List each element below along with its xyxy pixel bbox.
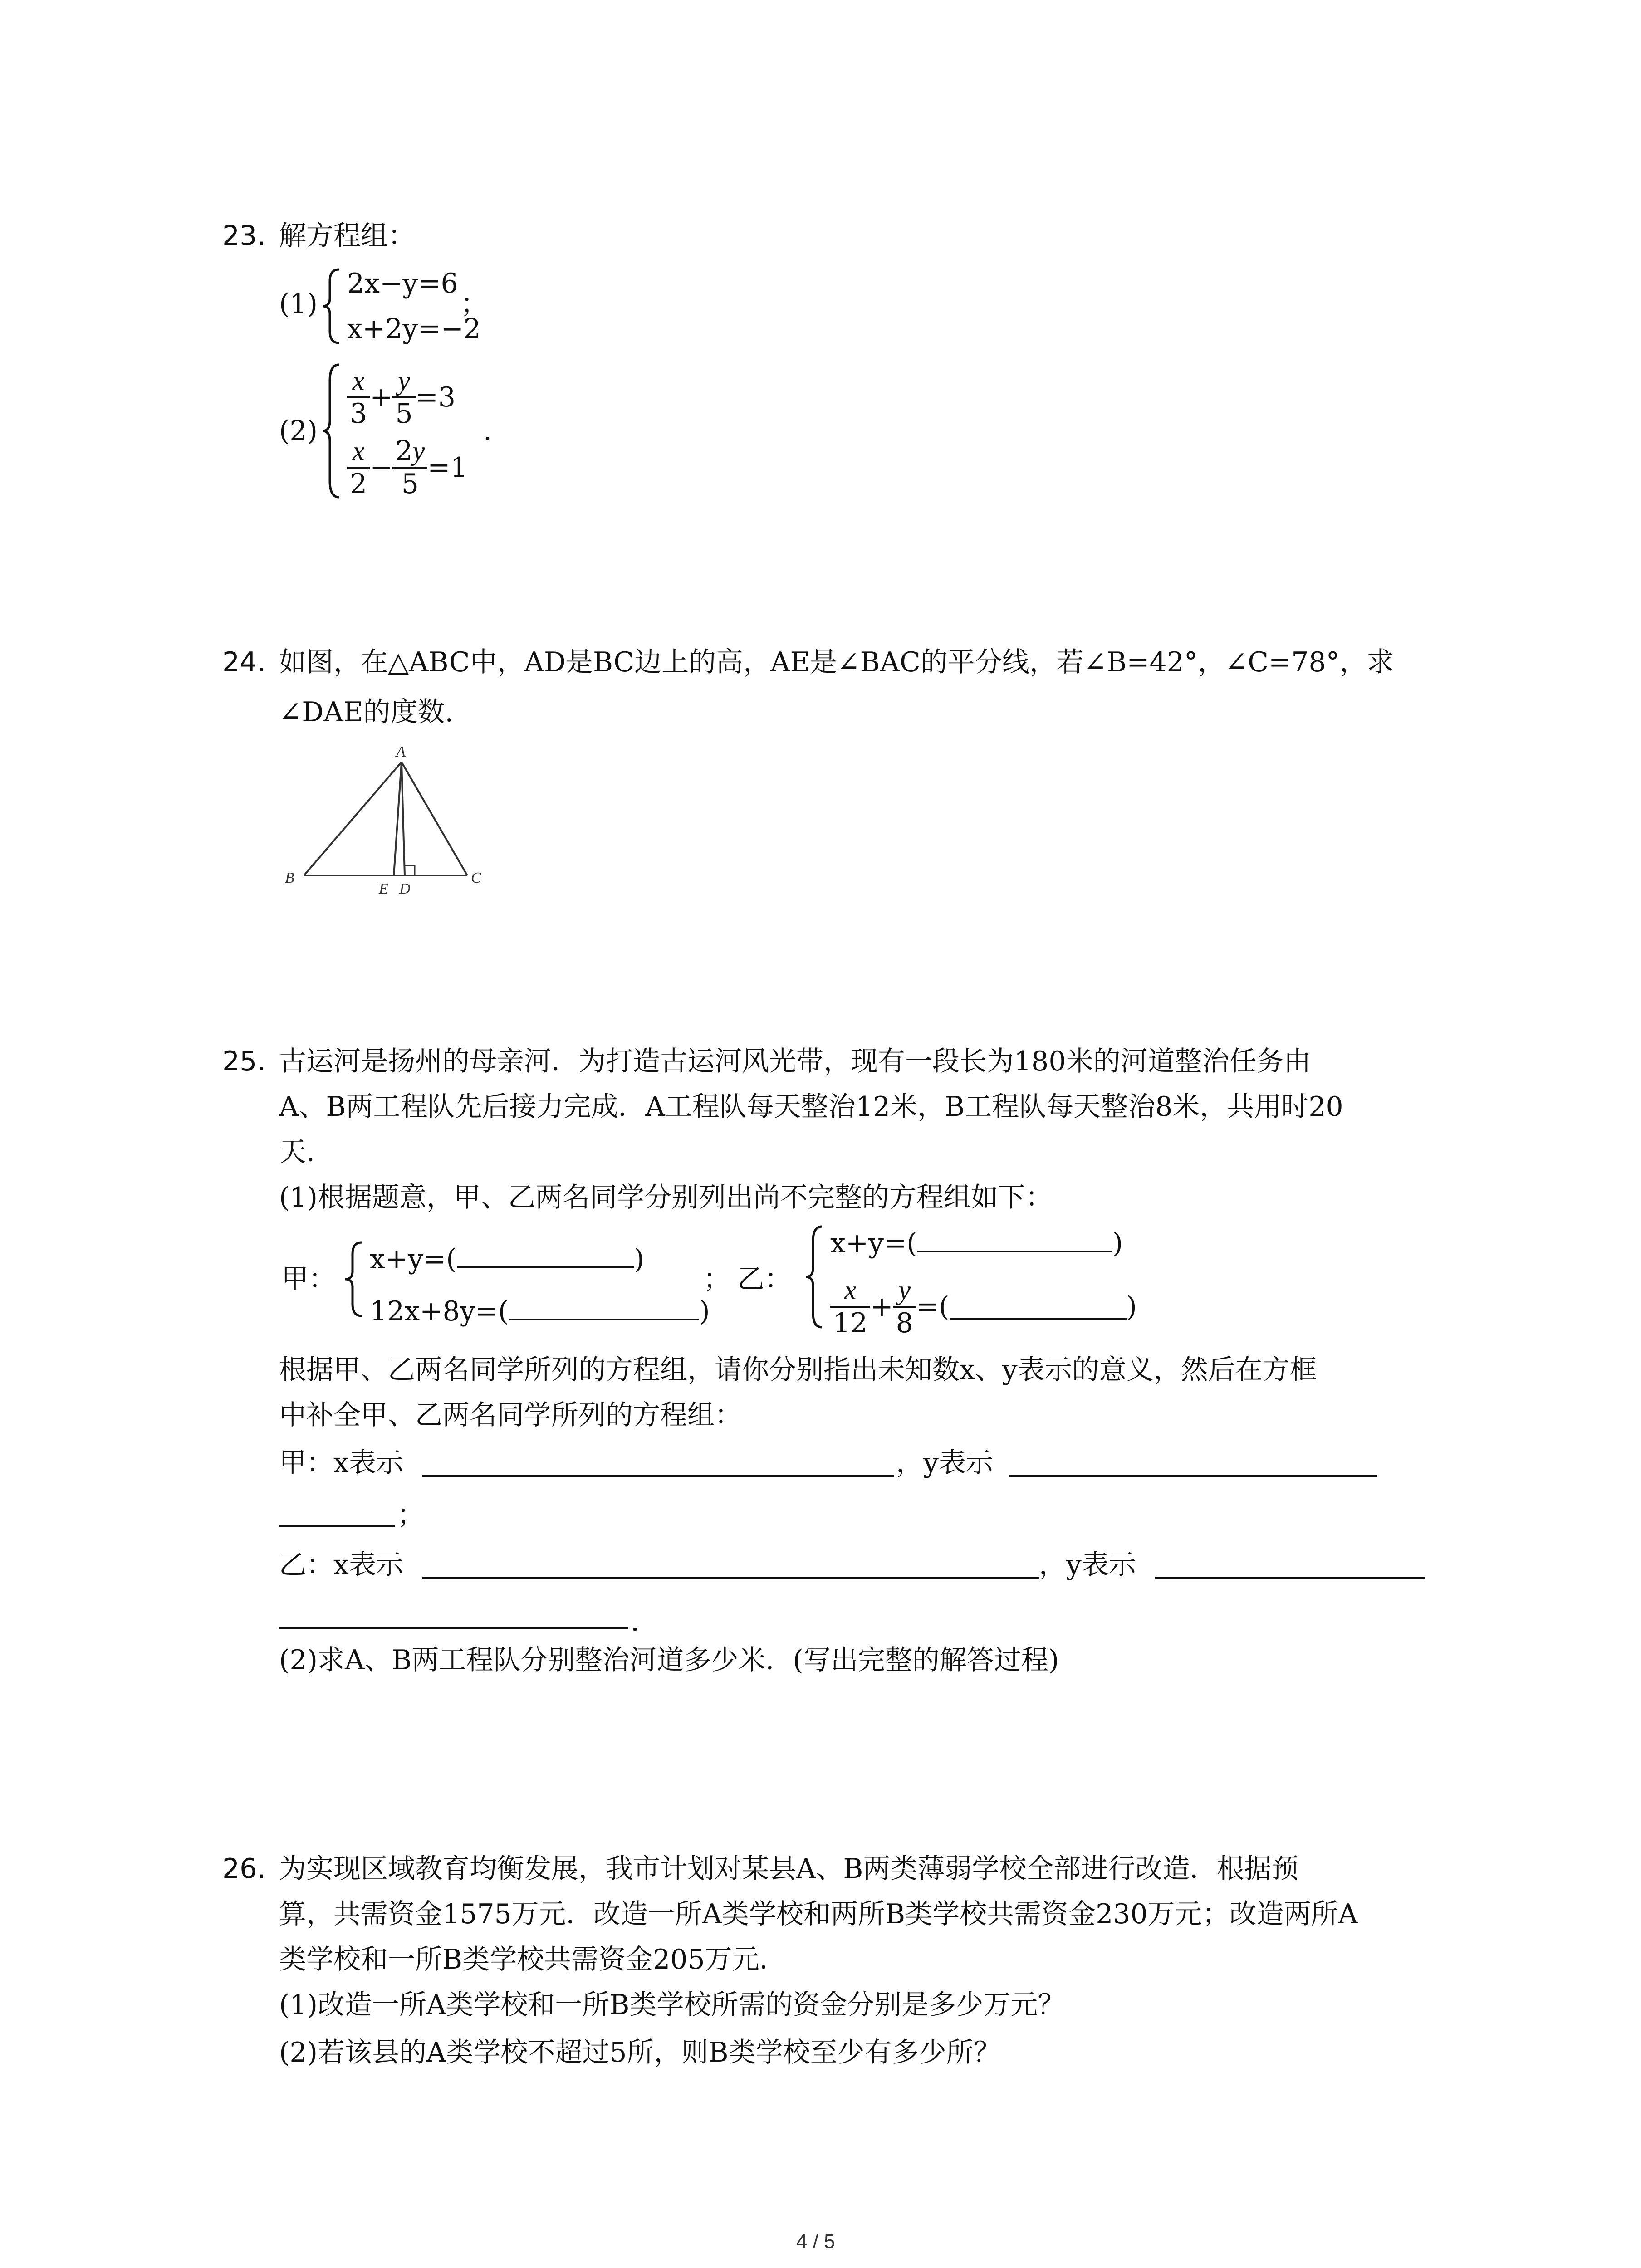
label-d: D: [399, 880, 411, 894]
yi-eq2-blank[interactable]: [950, 1294, 1127, 1320]
frac-y-over-8: $\frac{y}{8}$: [893, 1275, 916, 1339]
jia-y-blank-part1[interactable]: [1009, 1475, 1377, 1477]
q25-jia-eq2: [370, 1295, 710, 1325]
yi-eq2-close: ): [1126, 1291, 1137, 1323]
q23-stem: 解方程组：: [279, 220, 415, 252]
yi-y-blank-part2[interactable]: [279, 1627, 628, 1629]
q23-p2-eq1: $\frac{x}{3}$ + $\frac{y}{5}$ =3: [347, 365, 456, 430]
label-c: C: [471, 870, 481, 886]
q23-number: 23.: [222, 220, 266, 252]
q25-yi-x: 乙：x表示: [279, 1549, 403, 1581]
q25-yi-label: 乙：: [737, 1263, 792, 1295]
side-ac: [402, 762, 467, 875]
yi-eq1-close: ): [1112, 1227, 1123, 1259]
segment-ae: [394, 762, 402, 875]
jia-eq1-close: ): [633, 1243, 645, 1275]
q25-semicolon: ；: [397, 1499, 424, 1531]
q25-jia-eq1: [370, 1243, 644, 1273]
jia-eq1-text: x+y=(: [370, 1243, 457, 1275]
jia-eq1-blank[interactable]: [457, 1243, 634, 1268]
q25-sub2: (2)求A、B两工程队分别整治河道多少米．(写出完整的解答过程): [279, 1644, 1059, 1676]
q23-p2-end: .: [483, 415, 492, 447]
q25-instr2: 中补全甲、乙两名同学所列的方程组：: [279, 1399, 742, 1431]
jia-y-blank-part2[interactable]: [279, 1525, 395, 1527]
q25-line1: 古运河是扬州的母亲河．为打造古运河风光带，现有一段长为180米的河道整治任务由: [279, 1046, 1311, 1077]
q23-p1-eq2: x+2y=−2: [347, 313, 481, 345]
q25-jia-label: 甲：: [281, 1263, 336, 1295]
yi-y-blank-part1[interactable]: [1155, 1577, 1425, 1579]
q25-jia-y: ，y表示: [896, 1447, 993, 1479]
q26-sub2: (2)若该县的A类学校不超过5所，则B类学校至少有多少所？: [279, 2037, 1001, 2068]
q23-p1-eq1: 2x−y=6: [347, 268, 458, 299]
frac-x-over-2: $\frac{x}{2}$: [347, 435, 370, 500]
q26-line3: 类学校和一所B类学校共需资金205万元．: [279, 1944, 787, 1975]
q23-p2-eq1-tail: =3: [415, 381, 456, 413]
q25-line2: A、B两工程队先后接力完成．A工程队每天整治12米，B工程队每天整治8米，共用时20: [279, 1091, 1343, 1123]
frac-x-over-12: $\frac{x}{12}$: [830, 1275, 870, 1339]
q23-p2-eq2: $\frac{x}{2}$ − $\frac{2y}{5}$ =1: [347, 435, 468, 500]
q25-yi-brace: [803, 1225, 826, 1329]
frac-2y-over-5: $\frac{2y}{5}$: [392, 435, 427, 500]
label-e: E: [379, 880, 388, 894]
jia-x-blank[interactable]: [422, 1475, 894, 1477]
frac-x-over-3: $\frac{x}{3}$: [347, 365, 370, 430]
q26-line1: 为实现区域教育均衡发展，我市计划对某县A、B两类薄弱学校全部进行改造．根据预: [279, 1853, 1299, 1885]
q25-line3: 天．: [279, 1136, 333, 1168]
right-angle-mark: [405, 865, 415, 875]
q25-jia-x: 甲：x表示: [279, 1447, 403, 1479]
q24-number: 24.: [222, 646, 266, 678]
q23-p1-brace: [320, 268, 343, 345]
q26-number: 26.: [222, 1853, 266, 1885]
jia-eq2-close: ): [699, 1295, 710, 1327]
q23-p1-end: ；: [460, 288, 488, 320]
q25-yi-y: ，y表示: [1039, 1549, 1136, 1581]
q25-number: 25.: [222, 1046, 266, 1077]
q23-p2-eq2-tail: =1: [427, 452, 468, 484]
q26-line2: 算，共需资金1575万元．改造一所A类学校和两所B类学校共需资金230万元；改造两所A: [279, 1898, 1358, 1930]
q24-line1: 如图，在△ABC中，AD是BC边上的高，AE是∠BAC的平分线，若∠B=42°，∠C=78°，求: [279, 646, 1394, 678]
frac-y-over-5: $\frac{y}{5}$: [392, 365, 415, 430]
q23-p2-label: (2): [279, 415, 318, 447]
q25-instr1: 根据甲、乙两名同学所列的方程组，请你分别指出未知数x、y表示的意义，然后在方框: [279, 1354, 1317, 1386]
yi-eq1-blank[interactable]: [917, 1227, 1112, 1252]
q23-p2-brace: [320, 363, 343, 499]
q25-jia-brace: [343, 1241, 365, 1318]
q25-separator: ；: [703, 1263, 730, 1295]
jia-eq2-text: 12x+8y=(: [370, 1295, 509, 1327]
q23-p1-label: (1): [279, 288, 318, 320]
q25-yi-eq1: [830, 1227, 1123, 1257]
jia-eq2-blank[interactable]: [509, 1295, 699, 1320]
q26-sub1: (1)改造一所A类学校和一所B类学校所需的资金分别是多少万元？: [279, 1989, 1065, 2021]
yi-x-blank[interactable]: [422, 1577, 1039, 1579]
side-ab: [304, 762, 402, 875]
page-number: 4 / 5: [796, 2230, 835, 2253]
q25-sub1: (1)根据题意，甲、乙两名同学分别列出尚不完整的方程组如下：: [279, 1182, 1053, 1213]
q24-triangle-figure: [277, 739, 495, 894]
altitude-ad: [402, 762, 405, 875]
yi-eq1-text: x+y=(: [830, 1227, 917, 1259]
label-b: B: [285, 870, 294, 886]
q25-period: .: [631, 1606, 640, 1637]
q24-line2: ∠DAE的度数.: [279, 696, 454, 728]
label-a: A: [396, 743, 406, 760]
q25-yi-eq2: $\frac{x}{12}$ + $\frac{y}{8}$ =( ): [830, 1275, 1137, 1339]
